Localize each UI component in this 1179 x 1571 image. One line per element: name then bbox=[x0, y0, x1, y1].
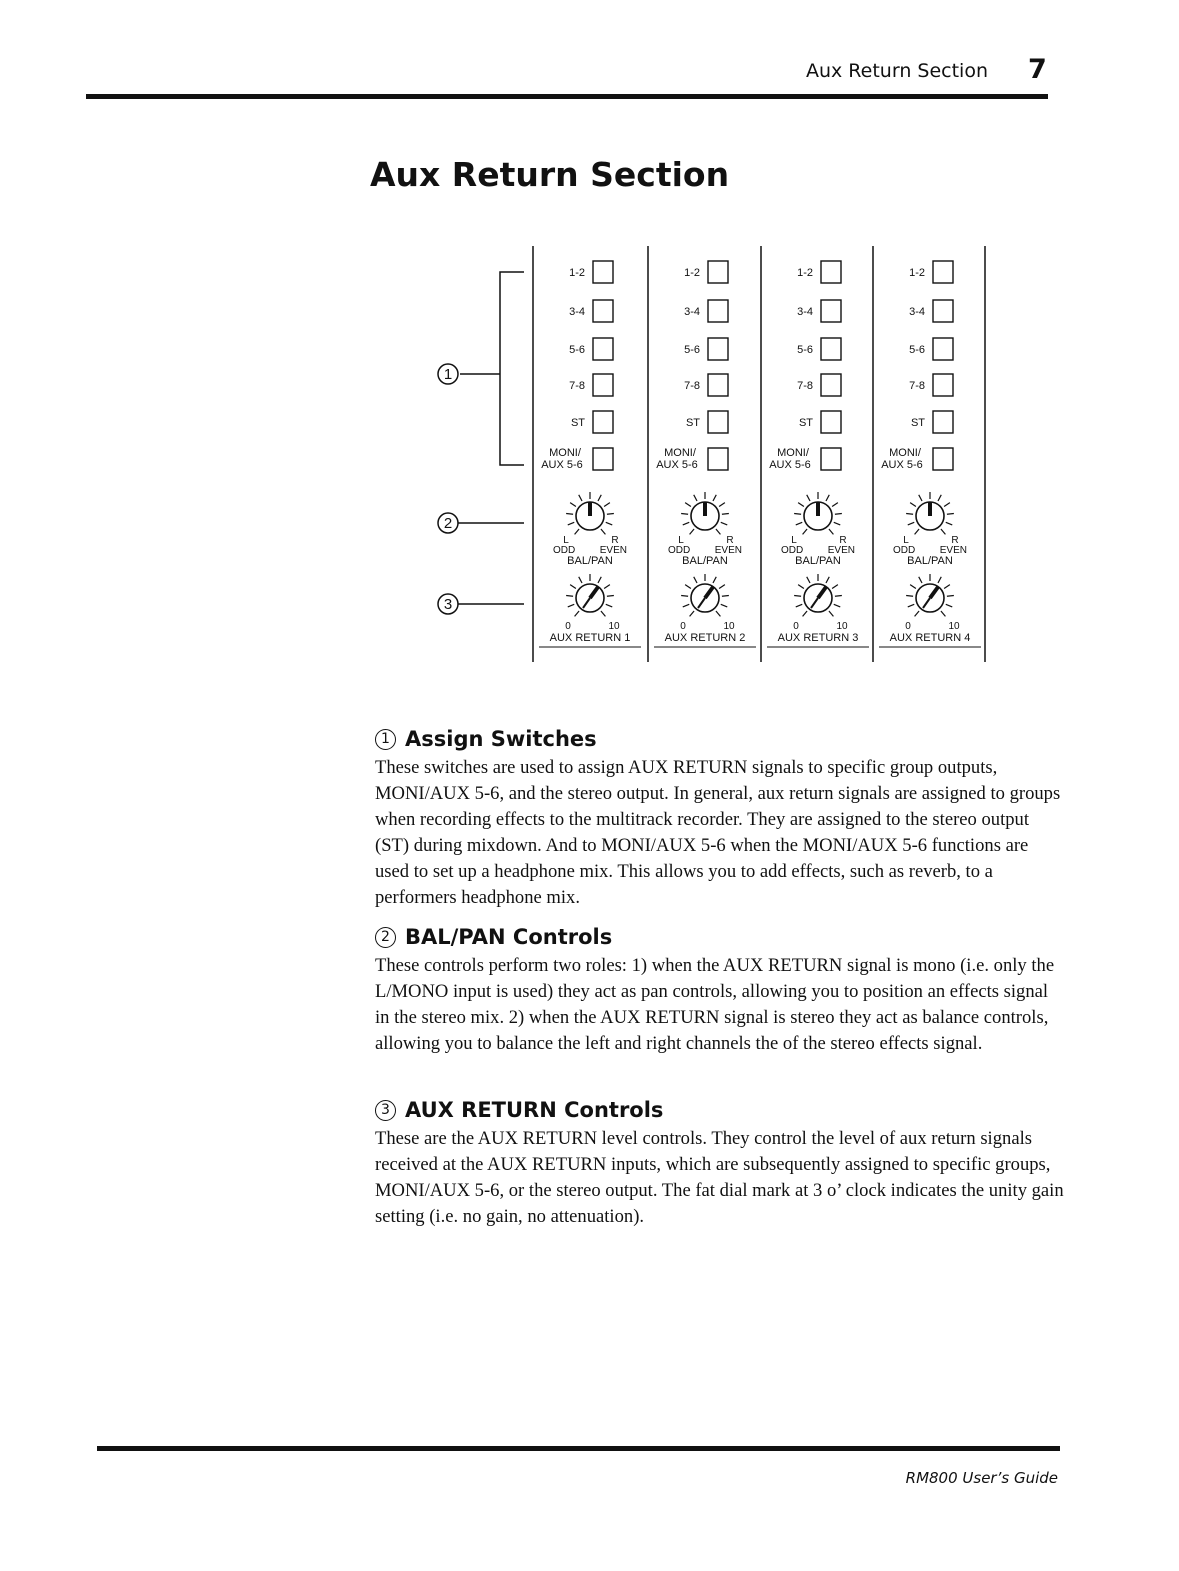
assign-switch[interactable] bbox=[593, 300, 613, 322]
item-heading bbox=[375, 1098, 1065, 1122]
bal-pan-right-label: R bbox=[726, 535, 734, 546]
channel-name: AUX RETURN 2 bbox=[664, 632, 746, 644]
moni-switch-label: AUX 5-6 bbox=[541, 459, 583, 471]
assign-switch[interactable] bbox=[593, 261, 613, 283]
level-max-label: 10 bbox=[723, 621, 735, 632]
level-min-label: 0 bbox=[565, 621, 571, 632]
assign-switch-label: 5-6 bbox=[909, 344, 925, 356]
page-number: 7 bbox=[1028, 54, 1047, 85]
assign-switch-label: ST bbox=[798, 417, 813, 429]
bal-pan-even-label: EVEN bbox=[714, 545, 742, 556]
item-heading-text: BAL/PAN Controls bbox=[405, 925, 613, 949]
bal-pan-name: BAL/PAN bbox=[567, 555, 613, 567]
level-min-label: 0 bbox=[905, 621, 911, 632]
assign-switch-label: 7-8 bbox=[684, 380, 700, 392]
item-bal-pan-controls bbox=[375, 925, 1065, 1057]
bal-pan-left-label: L bbox=[903, 535, 909, 546]
bal-pan-left-label: L bbox=[563, 535, 569, 546]
aux-return-level-knob[interactable] bbox=[906, 574, 954, 616]
assign-switch[interactable] bbox=[821, 261, 841, 283]
aux-return-level-knob[interactable] bbox=[794, 574, 842, 616]
item-heading bbox=[375, 925, 1065, 949]
channel-strip bbox=[539, 261, 641, 647]
moni-aux-switch[interactable] bbox=[821, 448, 841, 470]
bal-pan-left-label: L bbox=[678, 535, 684, 546]
aux-return-panel-diagram bbox=[0, 0, 1179, 680]
bal-pan-even-label: EVEN bbox=[827, 545, 855, 556]
assign-switch[interactable] bbox=[708, 374, 728, 396]
bal-pan-knob[interactable] bbox=[906, 492, 954, 534]
assign-switch-label: 1-2 bbox=[797, 267, 813, 279]
assign-switch-label: 7-8 bbox=[909, 380, 925, 392]
bal-pan-name: BAL/PAN bbox=[907, 555, 953, 567]
bal-pan-even-label: EVEN bbox=[599, 545, 627, 556]
running-header-title: Aux Return Section bbox=[805, 60, 988, 82]
bal-pan-odd-label: ODD bbox=[553, 545, 576, 556]
assign-switch[interactable] bbox=[821, 338, 841, 360]
aux-return-level-knob[interactable] bbox=[566, 574, 614, 616]
bal-pan-right-label: R bbox=[839, 535, 847, 546]
footer-title: RM800 User’s Guide bbox=[905, 1469, 1058, 1487]
bal-pan-knob[interactable] bbox=[794, 492, 842, 534]
bal-pan-even-label: EVEN bbox=[939, 545, 967, 556]
level-max-label: 10 bbox=[836, 621, 848, 632]
assign-switch[interactable] bbox=[708, 338, 728, 360]
assign-switch[interactable] bbox=[933, 300, 953, 322]
assign-switch-label: ST bbox=[685, 417, 700, 429]
level-max-label: 10 bbox=[948, 621, 960, 632]
assign-switch[interactable] bbox=[933, 411, 953, 433]
footer-rule bbox=[97, 1446, 1060, 1451]
assign-switch[interactable] bbox=[593, 374, 613, 396]
item-body: These are the AUX RETURN level controls. They control the level of aux return signals received at the AUX RETURN inputs, which are subsequently assigned to specific groups, MONI/AUX 5-6, or the stereo output. The fat dial mark at 3 o’ clock indicates the unity gain setting (i.e. no gain, no attenuation). bbox=[375, 1128, 1064, 1227]
item-assign-switches bbox=[375, 727, 1065, 911]
assign-switch[interactable] bbox=[593, 338, 613, 360]
moni-switch-label: AUX 5-6 bbox=[881, 459, 923, 471]
assign-switch[interactable] bbox=[821, 411, 841, 433]
aux-return-level-knob[interactable] bbox=[681, 574, 729, 616]
item-body: These switches are used to assign AUX RETURN signals to specific group outputs, MONI/AUX 5-6, and the stereo output. In general, aux return signals are assigned to groups when recording effects to the multitrack recorder. They are assigned to the stereo output (ST) during mixdown. And to MONI/AUX 5-6 when the MONI/AUX 5-6 functions are used to set up a headphone mix. This allows you to add effects, such as reverb, to a performers headphone mix. bbox=[375, 757, 1061, 908]
section-title: Aux Return Section bbox=[370, 155, 730, 194]
assign-switch-label: 5-6 bbox=[569, 344, 585, 356]
callout-2: 2 bbox=[443, 515, 453, 532]
bal-pan-odd-label: ODD bbox=[893, 545, 916, 556]
assign-switch-label: 1-2 bbox=[684, 267, 700, 279]
moni-switch-label: MONI/ bbox=[549, 447, 581, 459]
moni-switch-label: MONI/ bbox=[777, 447, 809, 459]
assign-switch[interactable] bbox=[933, 261, 953, 283]
moni-switch-label: AUX 5-6 bbox=[769, 459, 811, 471]
assign-switch-label: 7-8 bbox=[569, 380, 585, 392]
bal-pan-name: BAL/PAN bbox=[795, 555, 841, 567]
moni-switch-label: MONI/ bbox=[664, 447, 696, 459]
level-max-label: 10 bbox=[608, 621, 620, 632]
moni-switch-label: MONI/ bbox=[889, 447, 921, 459]
assign-switch-label: 3-4 bbox=[909, 306, 925, 318]
level-min-label: 0 bbox=[680, 621, 686, 632]
moni-aux-switch[interactable] bbox=[593, 448, 613, 470]
item-number: 2 bbox=[375, 927, 396, 948]
bal-pan-odd-label: ODD bbox=[781, 545, 804, 556]
assign-switch[interactable] bbox=[933, 374, 953, 396]
assign-switch-label: 1-2 bbox=[569, 267, 585, 279]
assign-switch-label: 1-2 bbox=[909, 267, 925, 279]
item-number: 1 bbox=[375, 729, 396, 750]
bal-pan-left-label: L bbox=[791, 535, 797, 546]
bal-pan-right-label: R bbox=[611, 535, 619, 546]
assign-switch[interactable] bbox=[708, 300, 728, 322]
assign-switch-label: 5-6 bbox=[797, 344, 813, 356]
bal-pan-knob[interactable] bbox=[681, 492, 729, 534]
assign-switch-label: 3-4 bbox=[797, 306, 813, 318]
item-heading-text: AUX RETURN Controls bbox=[405, 1098, 664, 1122]
callout-1: 1 bbox=[443, 366, 453, 383]
assign-switch[interactable] bbox=[821, 300, 841, 322]
moni-aux-switch[interactable] bbox=[708, 448, 728, 470]
assign-switch-label: ST bbox=[910, 417, 925, 429]
assign-switch[interactable] bbox=[933, 338, 953, 360]
channel-name: AUX RETURN 4 bbox=[889, 632, 971, 644]
moni-switch-label: AUX 5-6 bbox=[656, 459, 698, 471]
assign-switch[interactable] bbox=[708, 411, 728, 433]
level-min-label: 0 bbox=[793, 621, 799, 632]
item-number: 3 bbox=[375, 1100, 396, 1121]
channel-strip bbox=[767, 261, 869, 647]
assign-switch-label: 3-4 bbox=[569, 306, 585, 318]
assign-switch-label: 7-8 bbox=[797, 380, 813, 392]
assign-switch[interactable] bbox=[821, 374, 841, 396]
moni-aux-switch[interactable] bbox=[933, 448, 953, 470]
assign-switch-label: 5-6 bbox=[684, 344, 700, 356]
callout-3: 3 bbox=[443, 596, 453, 613]
assign-switch-label: ST bbox=[570, 417, 585, 429]
item-heading-text: Assign Switches bbox=[405, 727, 597, 751]
channel-name: AUX RETURN 1 bbox=[549, 632, 631, 644]
assign-switch-label: 3-4 bbox=[684, 306, 700, 318]
channel-name: AUX RETURN 3 bbox=[777, 632, 859, 644]
bal-pan-name: BAL/PAN bbox=[682, 555, 728, 567]
channel-strip bbox=[879, 261, 981, 647]
item-aux-return-controls bbox=[375, 1098, 1065, 1230]
bal-pan-knob[interactable] bbox=[566, 492, 614, 534]
assign-switch[interactable] bbox=[708, 261, 728, 283]
channel-strip bbox=[654, 261, 756, 647]
item-body: These controls perform two roles: 1) when the AUX RETURN signal is mono (i.e. only the L/MONO input is used) they act as pan controls, allowing you to position an effects signal in the stereo mix. 2) when the AUX RETURN signal is stereo they act as balance controls, allowing you to balance the left and right channels the of the stereo effects signal. bbox=[375, 955, 1055, 1054]
assign-switch[interactable] bbox=[593, 411, 613, 433]
bal-pan-odd-label: ODD bbox=[668, 545, 691, 556]
item-heading bbox=[375, 727, 1065, 751]
bal-pan-right-label: R bbox=[951, 535, 959, 546]
